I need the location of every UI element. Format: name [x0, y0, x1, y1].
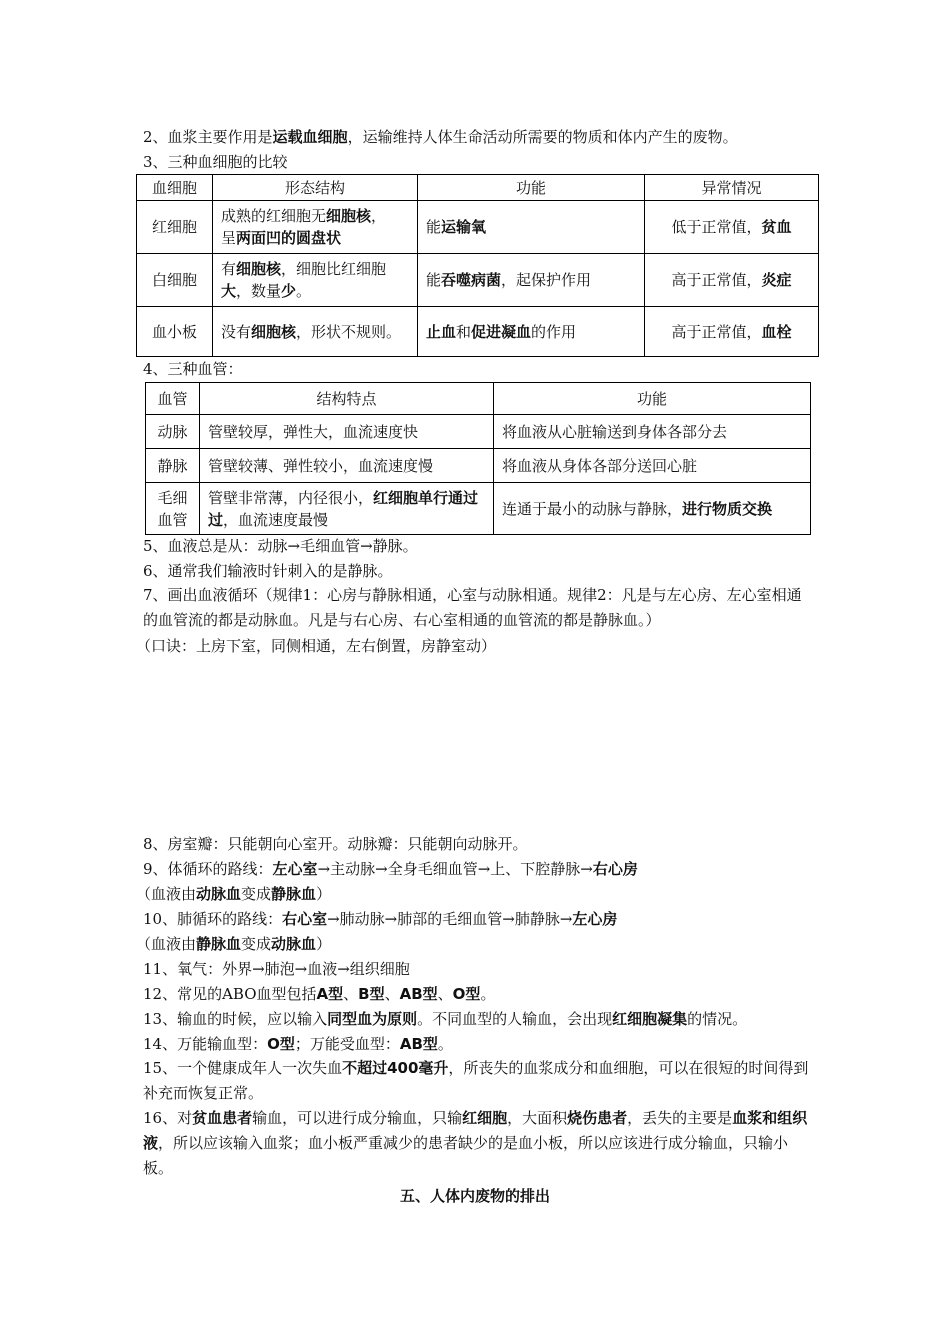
- table-row: 白细胞 有细胞核，细胞比红细胞 大，数量少。 能吞噬病菌，起保护作用 高于正常值，炎症: [137, 254, 819, 307]
- table-row: 动脉 管壁较厚，弹性大，血流速度快 将血液从心脏输送到身体各部分去: [146, 415, 811, 449]
- table-row: 血小板 没有细胞核，形状不规则。 止血和促进凝血的作用 高于正常值，血栓: [137, 307, 819, 357]
- table-header-row: 血细胞 形态结构 功能 异常情况: [137, 175, 819, 201]
- item-14: 14、万能输血型：O型；万能受血型：AB型。: [143, 1035, 453, 1053]
- item-9: 9、体循环的路线：左心室→主动脉→全身毛细血管→上、下腔静脉→右心房: [143, 860, 638, 878]
- item-15: 15、一个健康成年人一次失血不超过400毫升，所丧失的血浆成分和血细胞，可以在很短的时间得到补充而恢复正常。: [143, 1059, 809, 1102]
- item-12: 12、常见的ABO血型包括A型、B型、AB型、O型。: [143, 985, 496, 1003]
- table-row: 毛细 血管 管壁非常薄，内径很小，红细胞单行通过 过，血流速度最慢 连通于最小的动脉与静脉，进行物质交换: [146, 483, 811, 535]
- item-11: 11、氧气：外界→肺泡→血液→组织细胞: [143, 960, 410, 978]
- table-row: 静脉 管壁较薄、弹性较小，血流速度慢 将血液从身体各部分送回心脏: [146, 449, 811, 483]
- item-5: 5、血液总是从：动脉→毛细血管→静脉。: [143, 537, 418, 555]
- item-3: 3、三种血细胞的比较: [143, 153, 288, 171]
- blood-cell-table: [136, 174, 819, 357]
- item-6: 6、通常我们输液时针刺入的是静脉。: [143, 562, 393, 580]
- table-row: 红细胞 成熟的红细胞无细胞核， 呈两面凹的圆盘状 能运输氧 低于正常值，贫血: [137, 201, 819, 254]
- mnemonic: （口诀：上房下室，同侧相通，左右倒置，房静室动）: [136, 637, 497, 655]
- item-4: 4、三种血管：: [143, 360, 243, 378]
- item-13: 13、输血的时候，应以输入同型血为原则。不同血型的人输血，会出现红细胞凝集的情况。: [143, 1010, 748, 1028]
- item-9-note: （血液由动脉血变成静脉血）: [136, 885, 332, 903]
- item-7: 7、画出血液循环（规律1：心房与静脉相通，心室与动脉相通。规律2：凡是与左心房、左心室相通的血管流的都是动脉血。凡是与右心房、右心室相通的血管流的都是静脉血。）: [143, 586, 802, 629]
- table-header-row: 血管 结构特点 功能: [146, 383, 811, 415]
- item-16: 16、对贫血患者输血，可以进行成分输血，只输红细胞，大面积烧伤患者，丢失的主要是血浆和组织液，所以应该输入血浆；血小板严重减少的患者缺少的是血小板，所以应该进行成分输血，只输小板。: [143, 1109, 808, 1177]
- item-8: 8、房室瓣：只能朝向心室开。动脉瓣：只能朝向动脉开。: [143, 835, 528, 853]
- item-2: 2、血浆主要作用是运载血细胞，运输维持人体生命活动所需要的物质和体内产生的废物。: [143, 128, 738, 146]
- section-title: 五、人体内废物的排出: [399, 1187, 550, 1205]
- blood-vessel-table: [145, 382, 811, 535]
- item-10-note: （血液由静脉血变成动脉血）: [136, 935, 332, 953]
- item-10: 10、肺循环的路线：右心室→肺动脉→肺部的毛细血管→肺静脉→左心房: [143, 910, 618, 928]
